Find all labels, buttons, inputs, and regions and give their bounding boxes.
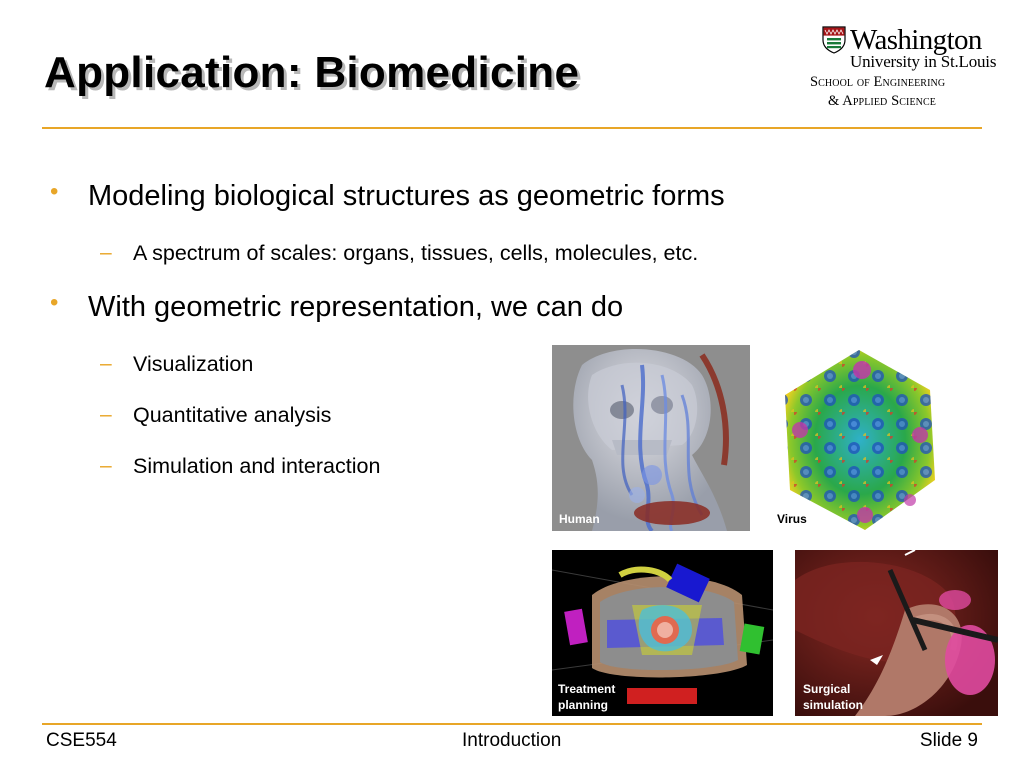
bullet-dot-icon: • (50, 289, 59, 316)
footer-section: Introduction (462, 730, 562, 751)
bullet-text: With geometric representation, we can do (88, 291, 624, 323)
virus-image (770, 340, 948, 538)
sub-bullet-item (100, 454, 381, 479)
bullet-dot-icon: • (50, 178, 59, 205)
university-shield-icon (822, 26, 846, 54)
dash-icon: – (100, 352, 112, 375)
title-divider (42, 127, 982, 129)
bullet-item (50, 178, 725, 213)
virus-label: Virus (777, 512, 807, 526)
human-label: Human (559, 512, 600, 526)
human-anatomy-image (552, 345, 750, 531)
surgical-label-line1: Surgical (803, 682, 851, 696)
bullet-item (50, 289, 624, 324)
slide-title: Application: Biomedicine (44, 48, 580, 97)
logo-university: University in St.Louis (850, 52, 997, 71)
sub-bullet-text: Quantitative analysis (133, 403, 332, 427)
dash-icon: – (100, 454, 112, 477)
surgical-label-line2: simulation (803, 698, 864, 712)
treatment-planning-image (552, 550, 773, 716)
sub-bullet-text: Simulation and interaction (133, 454, 381, 478)
sub-bullet-item (100, 352, 254, 377)
treatment-label-line1: Treatment (558, 682, 616, 696)
footer-divider (42, 723, 982, 725)
logo-applied-science: & Applied Science (828, 93, 936, 109)
sub-bullet-text: A spectrum of scales: organs, tissues, cells, molecules, etc. (133, 241, 699, 265)
dash-icon: – (100, 241, 112, 264)
footer-slide-number: Slide 9 (919, 730, 978, 751)
treatment-label-line2: planning (558, 698, 608, 712)
dash-icon: – (100, 403, 112, 426)
bullet-text: Modeling biological structures as geometric forms (88, 180, 725, 212)
footer-course: CSE554 (46, 730, 117, 751)
treatment-label (558, 681, 615, 713)
sub-bullet-item (100, 241, 699, 266)
surgical-label (803, 681, 863, 713)
university-logo (808, 24, 997, 116)
logo-school: School of Engineering (810, 74, 946, 90)
sub-bullet-text: Visualization (133, 352, 254, 376)
logo-washington: Washington (850, 24, 982, 56)
sub-bullet-item (100, 403, 332, 428)
surgical-simulation-image (795, 550, 998, 716)
